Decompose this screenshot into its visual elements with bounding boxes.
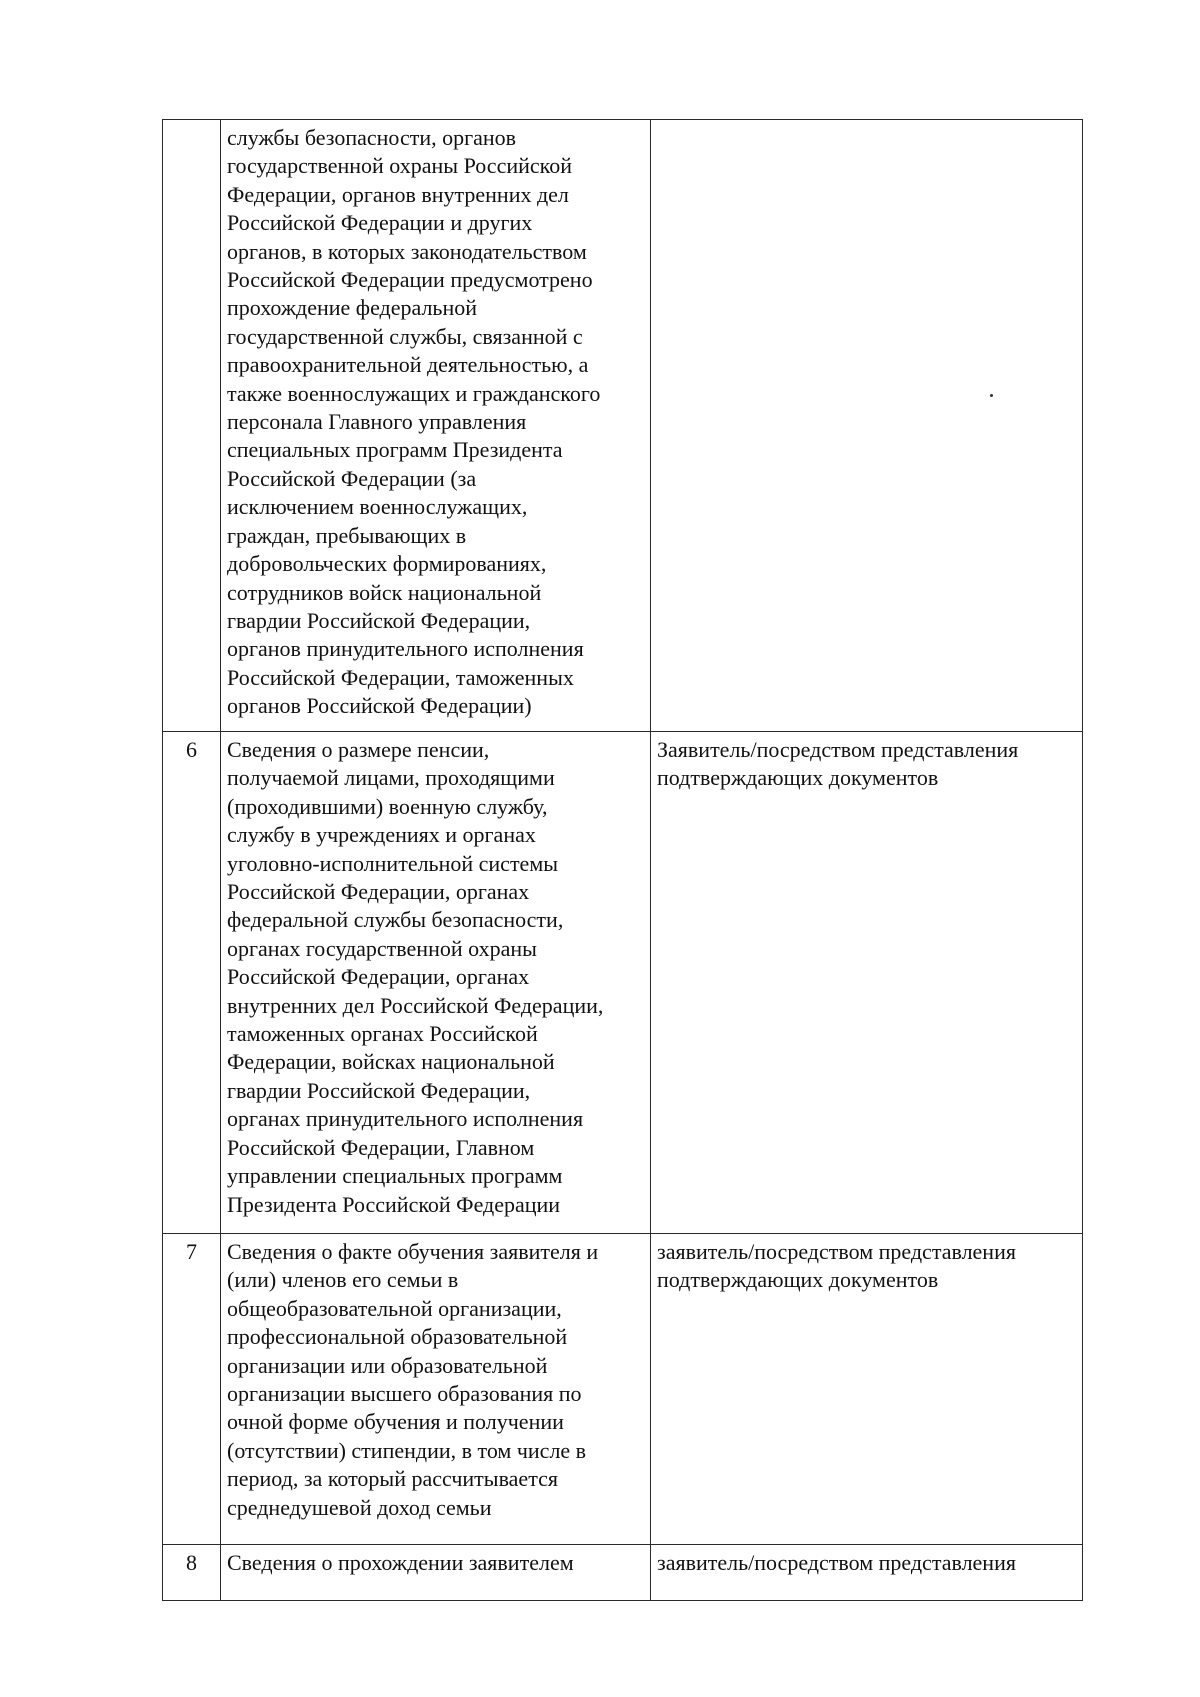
row-number-cell: 8 xyxy=(163,1545,221,1601)
table-row xyxy=(163,120,1083,732)
source-cell: заявитель/посредством представления подтверждающих документов xyxy=(651,1234,1083,1545)
row-number-cell: 7 xyxy=(163,1234,221,1545)
info-cell: Сведения о прохождении заявителем xyxy=(221,1545,651,1601)
table-row xyxy=(163,1545,1083,1601)
table-row xyxy=(163,732,1083,1234)
row-number-cell xyxy=(163,120,221,732)
scan-speck xyxy=(990,394,993,397)
info-cell: службы безопасности, органов государственной охраны Российской Федерации, органов внутренних дел Российской Федерации и других органов, в которых законодательством Российской Федерации предусмотрено прохождение федеральной государственной службы, связанной с правоохранительной деятельностью, а также военнослужащих и гражданского персонала Главного управления специальных программ Президента Российской Федерации (за исключением военнослужащих, граждан, пребывающих в добровольческих формированиях, сотрудников войск национальной гвардии Российской Федерации, органов принудительного исполнения Российской Федерации, таможенных органов Российской Федерации) xyxy=(221,120,651,732)
source-cell: заявитель/посредством представления xyxy=(651,1545,1083,1601)
source-cell xyxy=(651,120,1083,732)
info-cell: Сведения о факте обучения заявителя и (или) членов его семьи в общеобразовательной организации, профессиональной образовательной организации или образовательной организации высшего образования по очной форме обучения и получении (отсутствии) стипендии, в том числе в период, за который рассчитывается среднедушевой доход семьи xyxy=(221,1234,651,1545)
info-cell: Сведения о размере пенсии, получаемой лицами, проходящими (проходившими) военную службу, службу в учреждениях и органах уголовно-исполнительной системы Российской Федерации, органах федеральной службы безопасности, органах государственной охраны Российской Федерации, органах внутренних дел Российской Федерации, таможенных органах Российской Федерации, войсках национальной гвардии Российской Федерации, органах принудительного исполнения Российской Федерации, Главном управлении специальных программ Президента Российской Федерации xyxy=(221,732,651,1234)
document-table xyxy=(162,119,1083,1601)
row-number-cell: 6 xyxy=(163,732,221,1234)
table-row xyxy=(163,1234,1083,1545)
source-cell: Заявитель/посредством представления подтверждающих документов xyxy=(651,732,1083,1234)
